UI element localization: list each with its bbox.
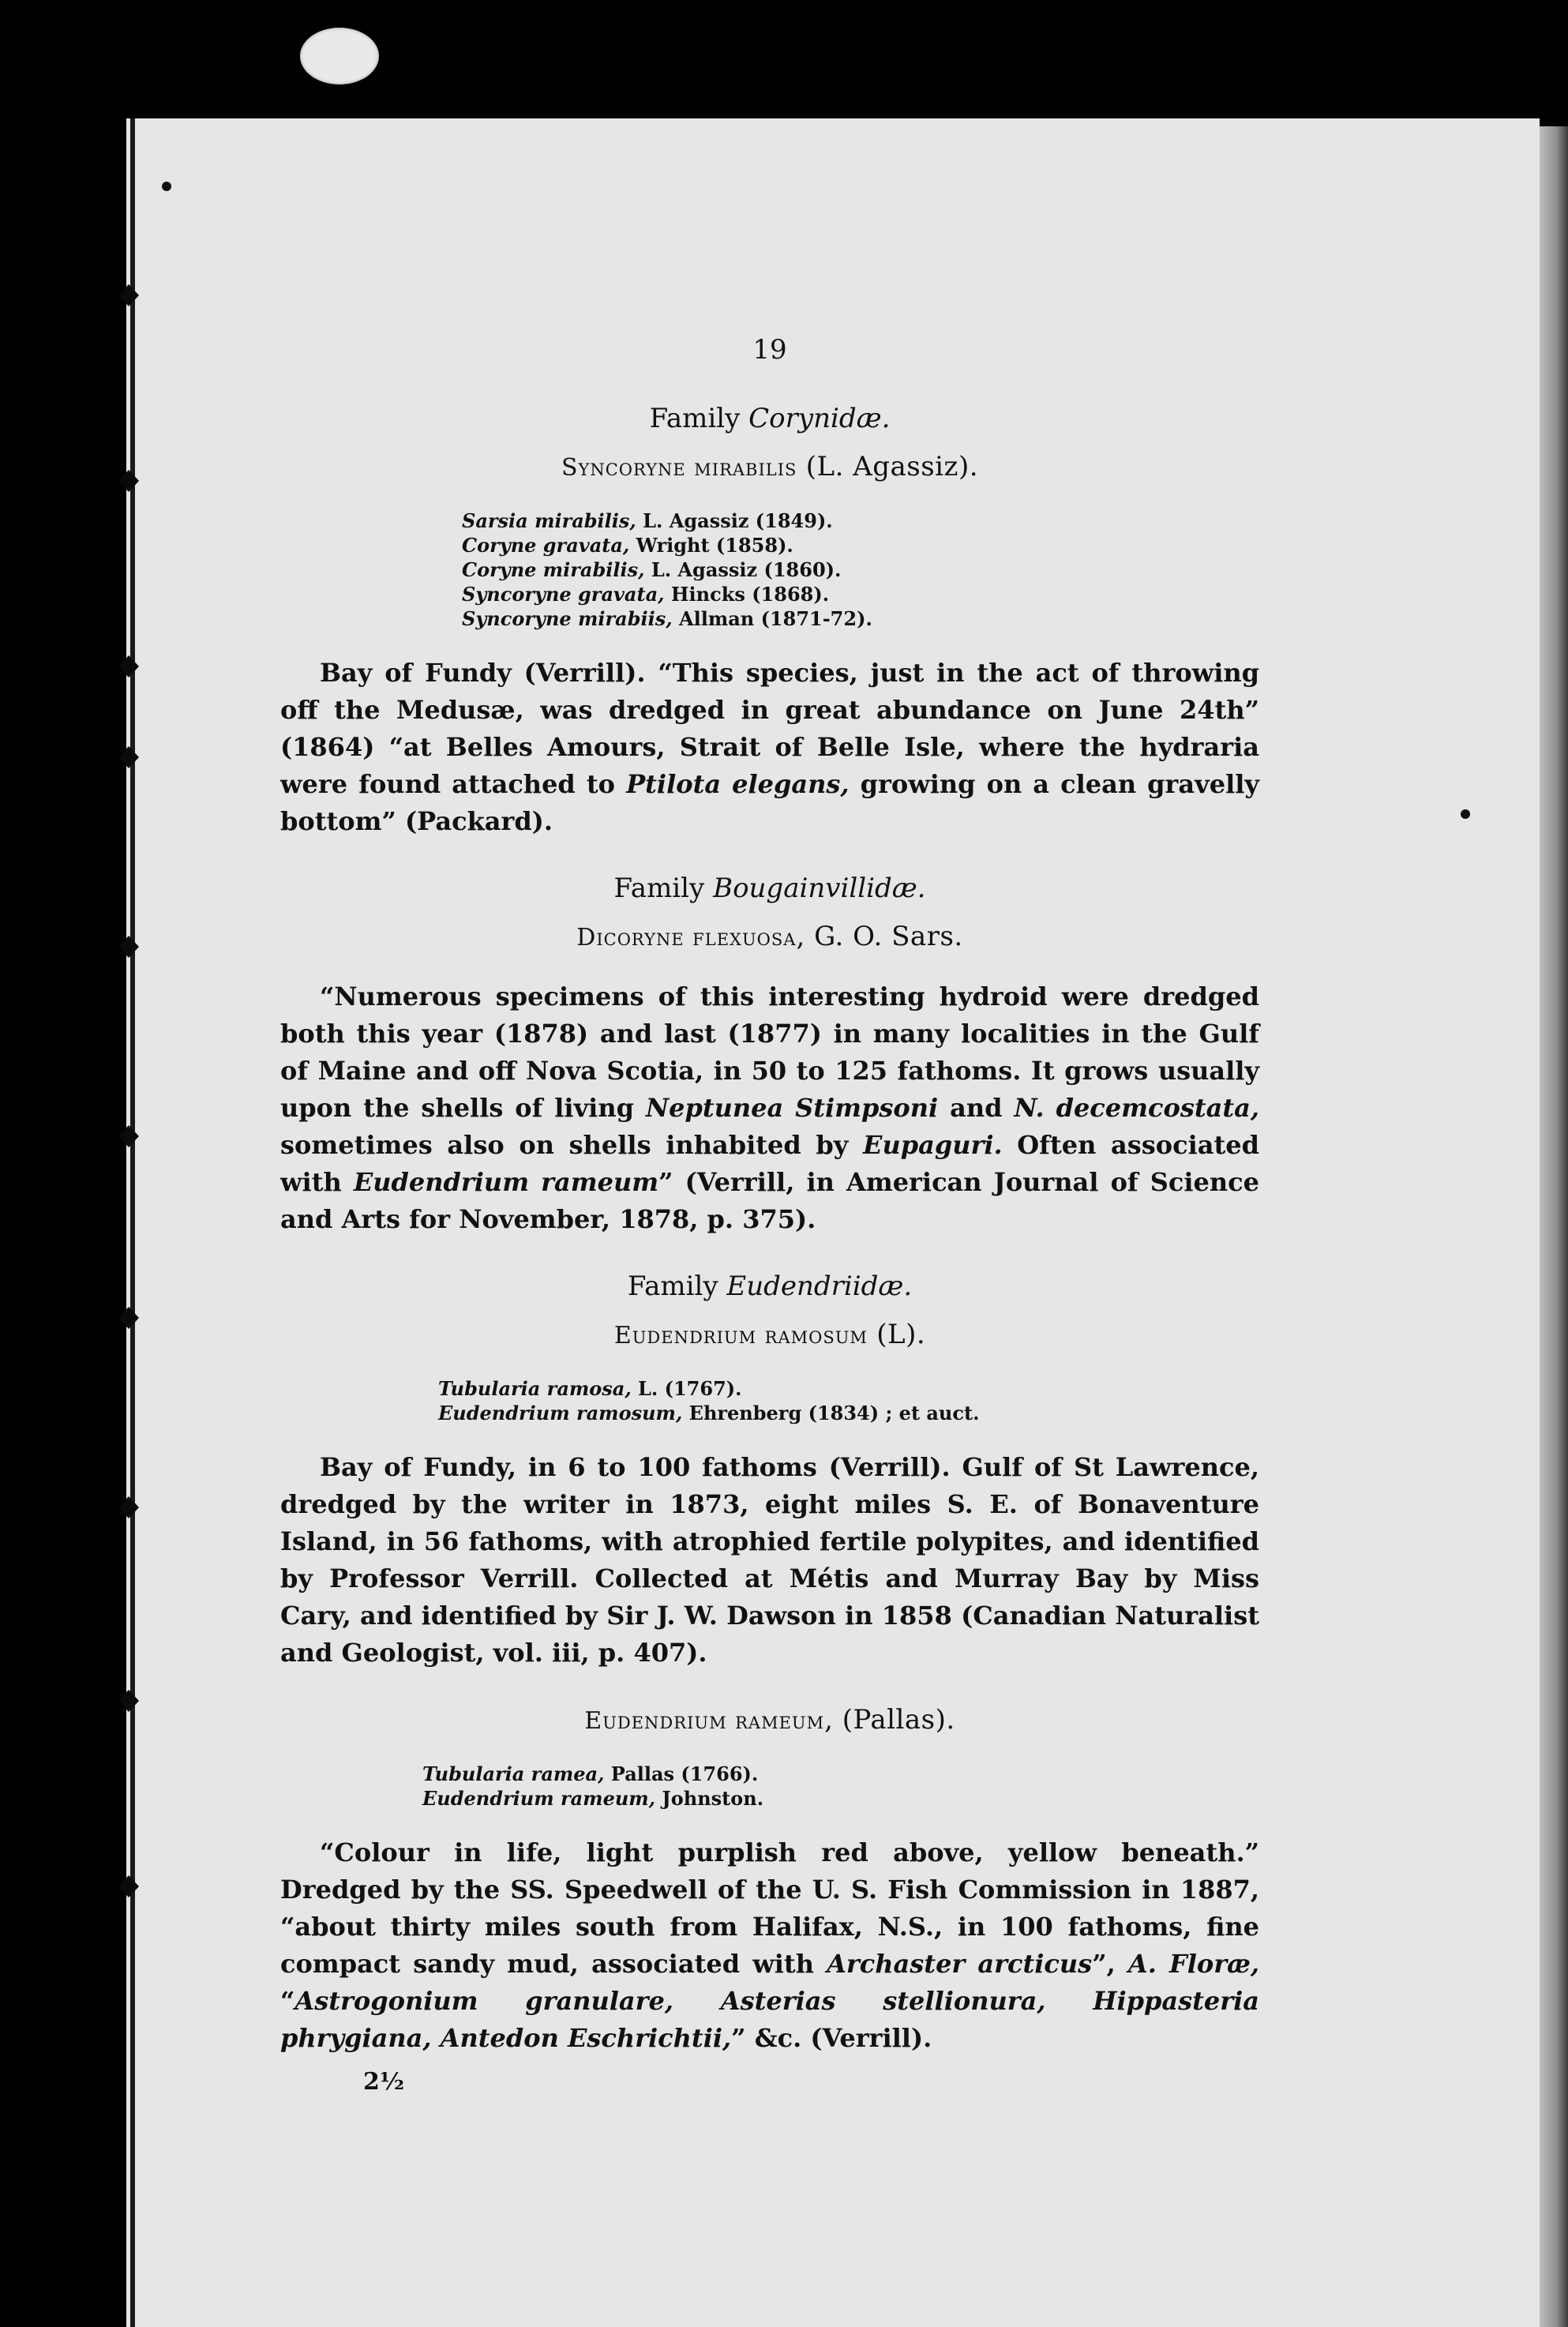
speck	[1461, 809, 1470, 819]
synonym-list	[462, 509, 1259, 631]
synonym-item: Tubularia ramosa, L. (1767).	[438, 1377, 742, 1400]
family-heading: Family Bougainvillidæ.	[613, 873, 926, 904]
synonym-list	[422, 1762, 1259, 1811]
synonym-item: Sarsia mirabilis, L. Agassiz (1849).	[462, 509, 833, 532]
body-paragraph: Bay of Fundy, in 6 to 100 fathoms (Verrill). Gulf of St Lawrence, dredged by the writer in 1873, eight miles S. E. of Bonaventure Island, in 56 fathoms, with atrophied fertile polypites, and identified by Professor Verrill. Collected at Métis and Murray Bay by Miss Cary, and identified by Sir J. W. Dawson in 1858 (Canadian Naturalist and Geologist, vol. iii, p. 407).	[280, 1452, 1259, 1668]
family-heading: Family Corynidæ.	[649, 403, 891, 434]
species-heading: Eudendrium ramosum (L).	[613, 1319, 926, 1350]
synonym-item: Tubularia ramea, Pallas (1766).	[422, 1762, 759, 1785]
page-number: 19	[752, 334, 787, 366]
species-heading: Syncoryne mirabilis (L. Agassiz).	[561, 451, 979, 482]
body-paragraph: “Numerous specimens of this interesting hydroid were dredged both this year (1878) and last (1877) in many localities in the Gulf of Maine and off Nova Scotia, in 50 to 125 fathoms. It grows usually upon the shells of living Neptunea Stimpsoni and N. decemcostata, sometimes also on shells inhabited by Eupaguri. Often associated with Eudendrium rameum” (Verrill, in American Journal of Science and Arts for November, 1878, p. 375).	[280, 981, 1260, 1234]
synonym-item: Syncoryne mirabiis, Allman (1871-72).	[462, 607, 872, 630]
synonym-item: Coryne mirabilis, L. Agassiz (1860).	[462, 558, 842, 581]
page-content	[280, 332, 1259, 2100]
synonym-list	[438, 1376, 1259, 1425]
synonym-item: Coryne gravata, Wright (1858).	[462, 534, 793, 557]
species-heading: Eudendrium rameum, (Pallas).	[584, 1704, 955, 1736]
body-paragraph: Bay of Fundy (Verrill). “This species, just in the act of throwing off the Medusæ, was dredged in great abundance on June 24th” (1864) “at Belles Amours, Strait of Belle Isle, where the hydraria were found attached to Ptilota elegans, growing on a clean gravelly bottom” (Packard).	[280, 658, 1260, 836]
binding-edge	[130, 118, 135, 2327]
family-heading: Family Eudendriidæ.	[627, 1270, 913, 1302]
signature-mark: 2½	[363, 2068, 405, 2096]
punch-hole	[300, 28, 379, 84]
speck	[162, 182, 171, 191]
body-paragraph: “Colour in life, light purplish red above, yellow beneath.” Dredged by the SS. Speedwell of the U. S. Fish Commission in 1887, “about thirty miles south from Halifax, N.S., in 100 fathoms, fine compact sandy mud, associated with Archaster arcticus”, A. Floræ, “Astrogonium granulare, Asterias stellionura, Hippasteria phrygiana, Antedon Eschrichtii,” &c. (Verrill).	[280, 1837, 1260, 2053]
species-heading: Dicoryne flexuosa, G. O. Sars.	[576, 921, 963, 952]
synonym-item: Syncoryne gravata, Hincks (1868).	[462, 583, 830, 606]
synonym-item: Eudendrium ramosum, Ehrenberg (1834) ; et auct.	[438, 1402, 980, 1424]
synonym-item: Eudendrium rameum, Johnston.	[422, 1787, 764, 1810]
page-edge	[1540, 126, 1568, 2327]
